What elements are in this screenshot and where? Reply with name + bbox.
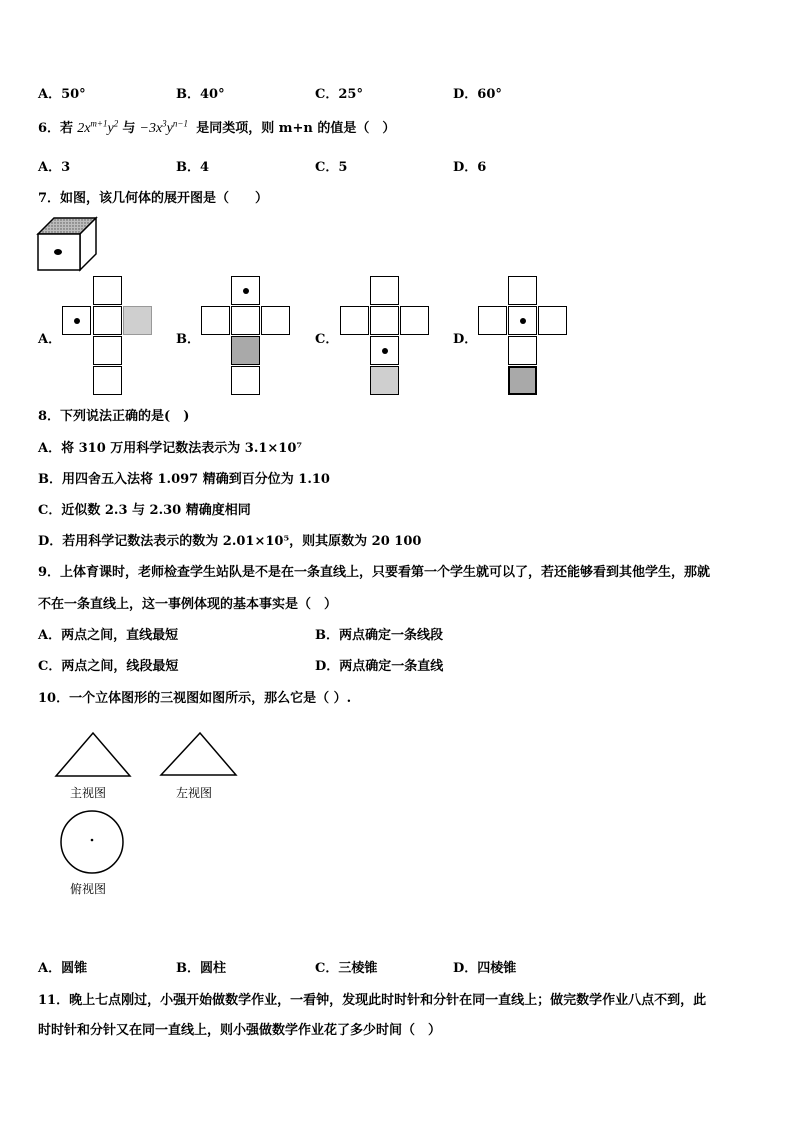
- net-d-face-shaded: [508, 366, 537, 395]
- front-view-triangle: [54, 730, 134, 780]
- q9-option-b: B．两点确定一条线段: [315, 628, 443, 643]
- q8-option-a: A．将 310 万用科学记数法表示为 3.1×10⁷: [38, 441, 303, 456]
- q5-option-d: D．60°: [453, 87, 502, 102]
- net-d-face: [508, 336, 537, 365]
- net-b-face: [231, 306, 260, 335]
- q6-option-a: A．3: [38, 160, 71, 175]
- q9-line2: 不在一条直线上，这一事例体现的基本事实是（ ）: [38, 597, 338, 612]
- net-d-face-dot: [508, 306, 537, 335]
- net-b-face: [261, 306, 290, 335]
- q10-option-b: B．圆柱: [176, 961, 226, 976]
- net-a-face: [93, 306, 122, 335]
- q11-line1: 11．晚上七点刚过，小强开始做数学作业，一看钟，发现此时时针和分针在同一直线上；做完数学作业八点不到，此: [38, 993, 707, 1008]
- q8-stem: 8．下列说法正确的是( ): [38, 409, 190, 424]
- q6-suffix: 是同类项，则 m+n 的值是（ ）: [196, 121, 396, 136]
- q8-option-b: B．用四舍五入法将 1.097 精确到百分位为 1.10: [38, 472, 330, 487]
- q6-option-b: B．4: [176, 160, 210, 175]
- net-c-face: [400, 306, 429, 335]
- q6-connector: 与: [122, 121, 136, 136]
- left-view-triangle: [158, 730, 240, 780]
- net-a-face: [93, 336, 122, 365]
- q10-stem: 10．一个立体图形的三视图如图所示，那么它是（ ）.: [38, 691, 352, 706]
- net-c-face: [370, 306, 399, 335]
- net-c-face: [340, 306, 369, 335]
- net-b-face: [201, 306, 230, 335]
- top-view-circle: [58, 808, 126, 876]
- q8-option-d: D．若用科学记数法表示的数为 2.01×10⁵，则其原数为 20 100: [38, 534, 422, 549]
- net-b-face-dot: [231, 276, 260, 305]
- q11-line2: 时时针和分针又在同一直线上，则小强做数学作业花了多少时间（ ）: [38, 1023, 442, 1038]
- front-view-label: 主视图: [70, 786, 107, 800]
- net-a-face: [93, 276, 122, 305]
- net-b-face-shaded: [231, 336, 260, 365]
- cube-figure: [36, 216, 98, 272]
- q5-option-c: C．25°: [315, 87, 363, 102]
- q9-option-d: D．两点确定一条直线: [315, 659, 444, 674]
- q7-label-d: D．: [453, 332, 478, 347]
- left-view-label: 左视图: [176, 786, 213, 800]
- q5-option-a: A．50°: [38, 87, 86, 102]
- net-d-face: [508, 276, 537, 305]
- q8-option-c: C．近似数 2.3 与 2.30 精确度相同: [38, 503, 251, 518]
- net-a-face-shaded: [123, 306, 152, 335]
- dot-icon: [243, 288, 249, 294]
- q7-label-c: C．: [315, 332, 339, 347]
- q6-term2: $-3x^3y^{n-1}$: [139, 118, 188, 136]
- net-b-face: [231, 366, 260, 395]
- net-c-face: [370, 276, 399, 305]
- q6-term1: $2x^{m+1}y^2$: [77, 118, 119, 136]
- q6-option-d: D．6: [453, 160, 487, 175]
- q7-stem: 7．如图，该几何体的展开图是（ ）: [38, 191, 269, 206]
- net-a-face-dot: [62, 306, 91, 335]
- q9-option-c: C．两点之间，线段最短: [38, 659, 179, 674]
- net-d-face: [538, 306, 567, 335]
- net-c-face-dot: [370, 336, 399, 365]
- net-c-face-shaded: [370, 366, 399, 395]
- q7-label-b: B．: [176, 332, 200, 347]
- top-view-label: 俯视图: [70, 882, 107, 896]
- q9-option-a: A．两点之间，直线最短: [38, 628, 179, 643]
- q10-option-d: D．四棱锥: [453, 961, 517, 976]
- q5-option-b: B．40°: [176, 87, 225, 102]
- dot-icon: [382, 348, 388, 354]
- net-a-face: [93, 366, 122, 395]
- q9-line1: 9．上体育课时，老师检查学生站队是不是在一条直线上，只要看第一个学生就可以了，若还能够看到其他学生，那就: [38, 565, 711, 580]
- dot-icon: [74, 318, 80, 324]
- dot-icon: [520, 318, 526, 324]
- q10-option-a: A．圆锥: [38, 961, 88, 976]
- q7-label-a: A．: [38, 332, 62, 347]
- q6-prefix: 6．若: [38, 121, 74, 136]
- question-6: [38, 117, 395, 137]
- q6-option-c: C．5: [315, 160, 348, 175]
- q10-option-c: C．三棱锥: [315, 961, 378, 976]
- net-d-face: [478, 306, 507, 335]
